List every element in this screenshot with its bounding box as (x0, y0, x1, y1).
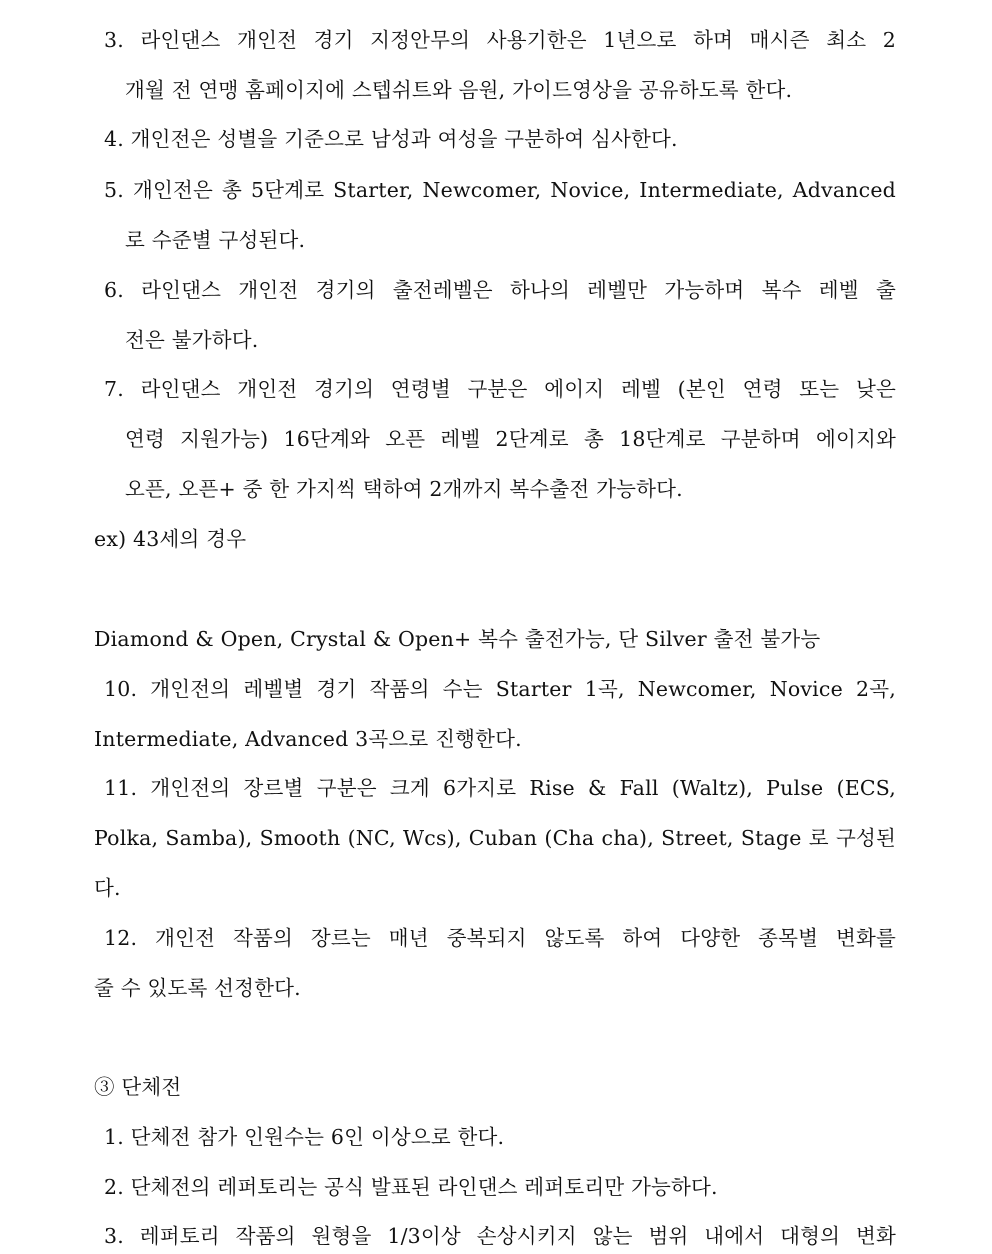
rule-3-line-2: 개월 전 연맹 홈페이지에 스텝쉬트와 음원, 가이드영상을 공유하도록 한다. (125, 78, 793, 102)
rule-3-line-1: 3. 라인댄스 개인전 경기 지정안무의 사용기한은 1년으로 하며 매시즌 최소 2 (104, 28, 896, 52)
rule-12-line-2: 줄 수 있도록 선정한다. (94, 976, 301, 1000)
rule-10-line-1: 10. 개인전의 레벨별 경기 작품의 수는 Starter 1곡, Newcomer, Novice 2곡, (104, 677, 896, 701)
rule-5-line-2: 로 수준별 구성된다. (125, 228, 306, 252)
rule-12-line-1: 12. 개인전 작품의 장르는 매년 중복되지 않도록 하여 다양한 종목별 변화를 (104, 926, 896, 950)
rule-5-line-1: 5. 개인전은 총 5단계로 Starter, Newcomer, Novice, Intermediate, Advanced (104, 178, 896, 202)
rule-10-line-2: Intermediate, Advanced 3곡으로 진행한다. (94, 727, 522, 751)
team-rule-2: 2. 단체전의 레퍼토리는 공식 발표된 라인댄스 레퍼토리만 가능하다. (104, 1175, 718, 1199)
rule-6-line-2: 전은 불가하다. (125, 328, 259, 352)
example-detail: Diamond & Open, Crystal & Open+ 복수 출전가능, 단 Silver 출전 불가능 (94, 627, 821, 651)
rule-7-line-3: 오픈, 오픈+ 중 한 가지씩 택하여 2개까지 복수출전 가능하다. (125, 477, 683, 501)
example-heading: ex) 43세의 경우 (94, 527, 247, 551)
rule-4: 4. 개인전은 성별을 기준으로 남성과 여성을 구분하여 심사한다. (104, 127, 678, 151)
section-heading-team: ③ 단체전 (94, 1075, 182, 1099)
rule-7-line-1: 7. 라인댄스 개인전 경기의 연령별 구분은 에이지 레벨 (본인 연령 또는 낮은 (104, 377, 896, 401)
rule-11-line-2: Polka, Samba), Smooth (NC, Wcs), Cuban (Cha cha), Street, Stage 로 구성된 (94, 826, 896, 850)
team-rule-1: 1. 단체전 참가 인원수는 6인 이상으로 한다. (104, 1125, 505, 1149)
rule-11-line-1: 11. 개인전의 장르별 구분은 크게 6가지로 Rise & Fall (Waltz), Pulse (ECS, (104, 776, 896, 800)
rule-7-line-2: 연령 지원가능) 16단계와 오픈 레벨 2단계로 총 18단계로 구분하며 에이지와 (125, 427, 896, 451)
rule-11-line-3: 다. (94, 876, 121, 900)
rule-6-line-1: 6. 라인댄스 개인전 경기의 출전레벨은 하나의 레벨만 가능하며 복수 레벨 출 (104, 278, 896, 302)
team-rule-3-line-1: 3. 레퍼토리 작품의 원형을 1/3이상 손상시키지 않는 범위 내에서 대형의 변화 (104, 1224, 896, 1248)
